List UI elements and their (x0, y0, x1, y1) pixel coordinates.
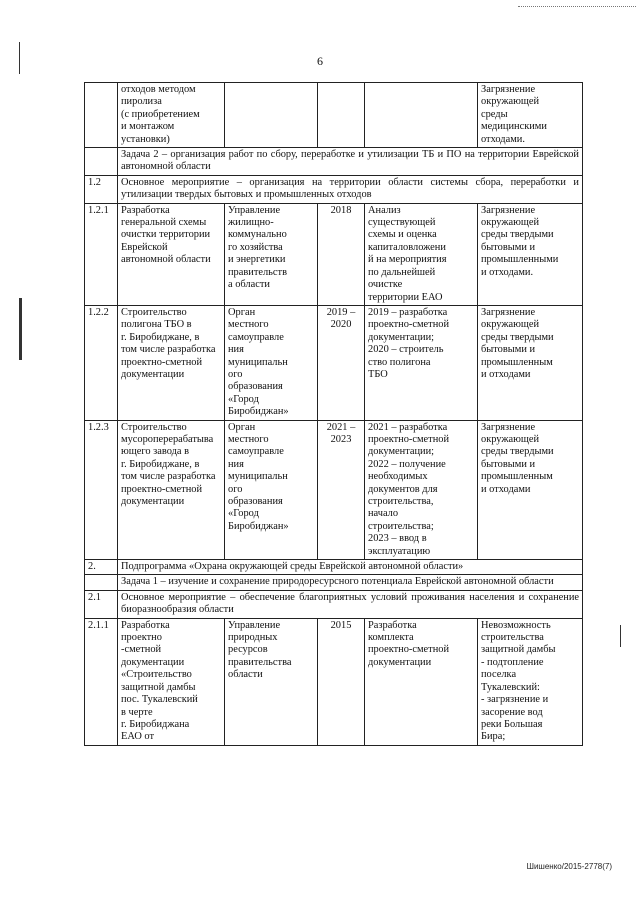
table-row (85, 305, 583, 420)
measures-table (84, 82, 583, 746)
margin-mark (19, 298, 22, 360)
measure-name: отходов методом пиролиза (с приобретением и монтажом установки) (118, 83, 225, 148)
table-row (85, 560, 583, 575)
period: 2021 – 2023 (318, 420, 365, 559)
section-number: 2. (85, 560, 118, 575)
expected-result: Разработка комплекта проектно-сметной документации (365, 618, 478, 745)
measure-name: Разработка генеральной схемы очистки территории Еврейской автономной области (118, 203, 225, 305)
section-heading: Основное мероприятие – обеспечение благоприятных условий проживания населения и сохранение биоразнообразия области (118, 590, 583, 618)
section-number: 1.2 (85, 175, 118, 203)
executor: Орган местного самоуправле ния муниципальн ого образования «Город Биробиджан» (225, 305, 318, 420)
table-row (85, 618, 583, 745)
row-number: 1.2.2 (85, 305, 118, 420)
row-number: 2.1.1 (85, 618, 118, 745)
measure-name: Разработка проектно -сметной документации «Строительство защитной дамбы пос. Тукалевский в черте г. Биробиджана ЕАО от (118, 618, 225, 745)
section-number: 2.1 (85, 590, 118, 618)
table-row (85, 175, 583, 203)
consequences: Невозможность строительства защитной дамбы - подтопление поселка Тукалевский: - загрязнение и засорение вод реки Большая Бира; (478, 618, 583, 745)
executor (225, 83, 318, 148)
table-row (85, 83, 583, 148)
top-edge-line (518, 6, 636, 7)
period: 2015 (318, 618, 365, 745)
table-row (85, 203, 583, 305)
row-number: 1.2.3 (85, 420, 118, 559)
empty-cell (85, 148, 118, 176)
expected-result (365, 83, 478, 148)
executor: Управление жилищно- коммунально го хозяйства и энергетики правительств а области (225, 203, 318, 305)
period (318, 83, 365, 148)
expected-result: 2019 – разработка проектно-сметной документации; 2020 – строитель ство полигона ТБО (365, 305, 478, 420)
measure-name: Строительство полигона ТБО в г. Биробиджане, в том числе разработка проектно-сметной документации (118, 305, 225, 420)
measure-name: Строительство мусороперерабатыва ющего завода в г. Биробиджане, в том числе разработка проектно-сметной документации (118, 420, 225, 559)
table-row (85, 420, 583, 559)
section-heading: Основное мероприятие – организация на территории области системы сбора, переработки и утилизации твердых бытовых и промышленных отходов (118, 175, 583, 203)
consequences: Загрязнение окружающей среды медицинскими отходами. (478, 83, 583, 148)
table-row (85, 148, 583, 176)
task-heading: Задача 1 – изучение и сохранение природоресурсного потенциала Еврейской автономной области (118, 575, 583, 590)
page-number: 6 (317, 54, 323, 68)
task-heading: Задача 2 – организация работ по сбору, переработке и утилизации ТБ и ПО на территории Еврейской автономной области (118, 148, 583, 176)
consequences: Загрязнение окружающей среды твердыми бытовыми и промышленным и отходами (478, 305, 583, 420)
section-heading: Подпрограмма «Охрана окружающей среды Еврейской автономной области» (118, 560, 583, 575)
row-number (85, 83, 118, 148)
executor: Орган местного самоуправле ния муниципальн ого образования «Город Биробиджан» (225, 420, 318, 559)
row-number: 1.2.1 (85, 203, 118, 305)
expected-result: Анализ существующей схемы и оценка капиталовложени й на мероприятия по дальнейшей очистке территории ЕАО (365, 203, 478, 305)
consequences: Загрязнение окружающей среды твердыми бытовыми и промышленными и отходами. (478, 203, 583, 305)
margin-mark (620, 625, 621, 647)
period: 2019 – 2020 (318, 305, 365, 420)
executor: Управление природных ресурсов правительства области (225, 618, 318, 745)
consequences: Загрязнение окружающей среды твердыми бытовыми и промышленным и отходами (478, 420, 583, 559)
period: 2018 (318, 203, 365, 305)
document-stamp: Шишенко/2015-2778(7) (526, 862, 612, 871)
table-row (85, 590, 583, 618)
expected-result: 2021 – разработка проектно-сметной документации; 2022 – получение необходимых документов для строительства, начало строительства; 2023 – ввод в эксплуатацию (365, 420, 478, 559)
table-row (85, 575, 583, 590)
empty-cell (85, 575, 118, 590)
